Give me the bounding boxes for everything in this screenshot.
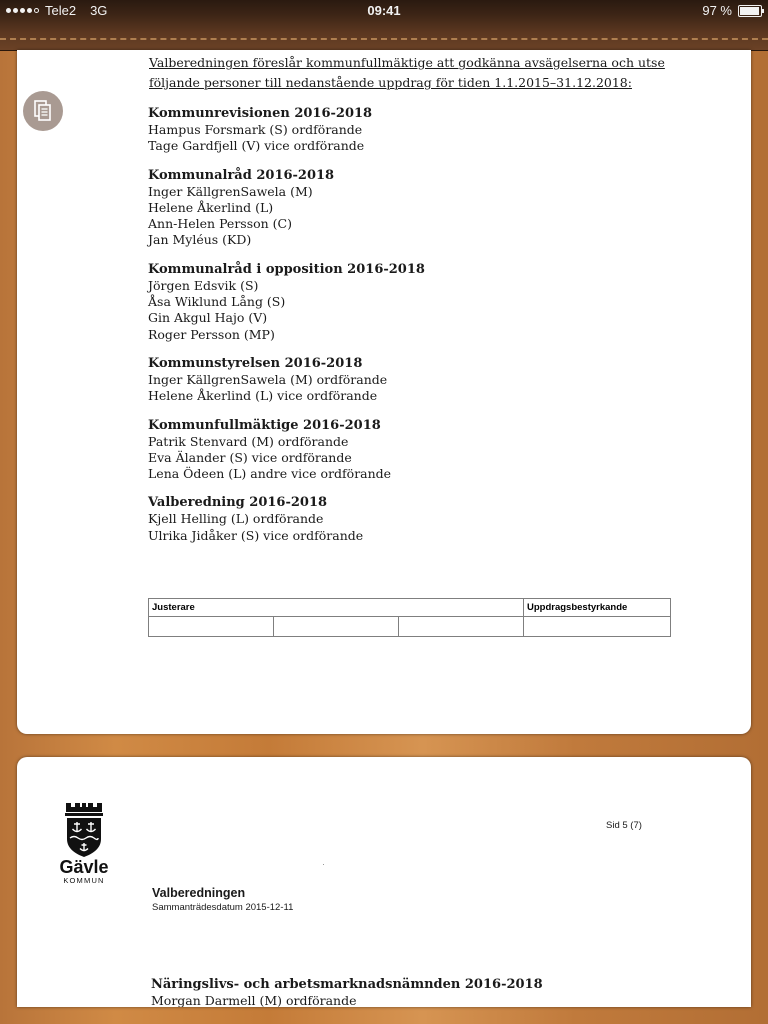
member-line: Morgan Darmell (M) ordförande (151, 993, 357, 1007)
member-line: Kjell Helling (L) ordförande (148, 511, 324, 527)
section-heading: Kommunrevisionen 2016-2018 (148, 106, 373, 121)
section (148, 167, 708, 249)
battery-icon (738, 5, 762, 17)
section-heading: Kommunalråd 2016-2018 (148, 167, 335, 183)
document-page[interactable] (17, 50, 751, 734)
clock: 09:41 (367, 3, 401, 18)
logo-name: Gävle (59, 857, 109, 877)
member-line: Inger KällgrenSawela (M) ordförande (148, 371, 388, 387)
member-line: Jörgen Edsvik (S) (148, 277, 259, 293)
next-document-page[interactable] (17, 757, 751, 1007)
section-heading: Kommunstyrelsen 2016-2018 (148, 355, 363, 371)
section-heading: Näringslivs- och arbetsmarknadsnämnden 2016-2018 (151, 977, 543, 992)
member-line: Inger KällgrenSawela (M) (148, 183, 313, 199)
gavle-logo (57, 801, 111, 885)
meeting-date: Sammanträdesdatum 2015-12-11 (152, 902, 294, 913)
signature-table (148, 598, 671, 637)
battery-percent: 97 % (702, 3, 732, 18)
section-heading: Valberedning 2016-2018 (148, 495, 328, 511)
member-line: Eva Älander (S) vice ordförande (148, 449, 352, 465)
next-section (151, 976, 543, 1007)
scan-speck (323, 864, 324, 865)
gavle-crest-icon (64, 801, 104, 857)
committee-name: Valberedningen (152, 886, 246, 900)
copy-button[interactable] (23, 91, 63, 131)
signature-cell (149, 617, 274, 637)
member-line: Ulrika Jidåker (S) vice ordförande (148, 527, 364, 543)
member-line: Åsa Wiklund Lång (S) (148, 294, 286, 310)
member-line: Gin Akgul Hajo (V) (148, 310, 268, 326)
uppdragsbestyrkande-header: Uppdragsbestyrkande (524, 599, 671, 617)
document-body (148, 53, 708, 544)
status-bar (0, 0, 768, 51)
member-line: Tage Gardfjell (V) vice ordförande (148, 138, 365, 154)
carrier-label: Tele2 (45, 3, 77, 18)
member-line: Patrik Stenvard (M) ordförande (148, 433, 349, 449)
section (148, 261, 708, 343)
network-label: 3G (90, 3, 108, 18)
intro-line: följande personer till nedanstående uppdrag för tiden 1.1.2015–31.12.2018: (149, 75, 632, 90)
section-list (148, 105, 708, 544)
member-line: Helene Åkerlind (L) vice ordförande (148, 388, 378, 404)
intro-text (149, 53, 708, 93)
signature-cell (274, 617, 399, 637)
section (148, 105, 708, 155)
justerare-header: Justerare (149, 599, 524, 617)
leather-stitch (0, 38, 768, 40)
member-line: Helene Åkerlind (L) (148, 199, 274, 215)
member-line: Hampus Forsmark (S) ordförande (148, 122, 363, 137)
status-right (702, 3, 762, 18)
section-heading: Kommunalråd i opposition 2016-2018 (148, 261, 425, 277)
member-line: Lena Ödeen (L) andre vice ordförande (148, 466, 392, 482)
signature-cell (524, 617, 671, 637)
section-heading: Kommunfullmäktige 2016-2018 (148, 417, 381, 433)
member-line: Ann-Helen Persson (C) (148, 216, 292, 232)
section (148, 355, 708, 405)
signature-cell (399, 617, 524, 637)
intro-line: Valberedningen föreslår kommunfullmäktige att godkänna avsägelserna och utse (149, 55, 665, 70)
section (148, 494, 708, 544)
member-line: Roger Persson (MP) (148, 326, 275, 342)
logo-subtitle: KOMMUN (63, 876, 105, 885)
section (148, 417, 708, 483)
copy-pages-icon (33, 100, 53, 122)
page-number: Sid 5 (7) (606, 820, 642, 831)
member-line: Jan Myléus (KD) (148, 232, 252, 248)
